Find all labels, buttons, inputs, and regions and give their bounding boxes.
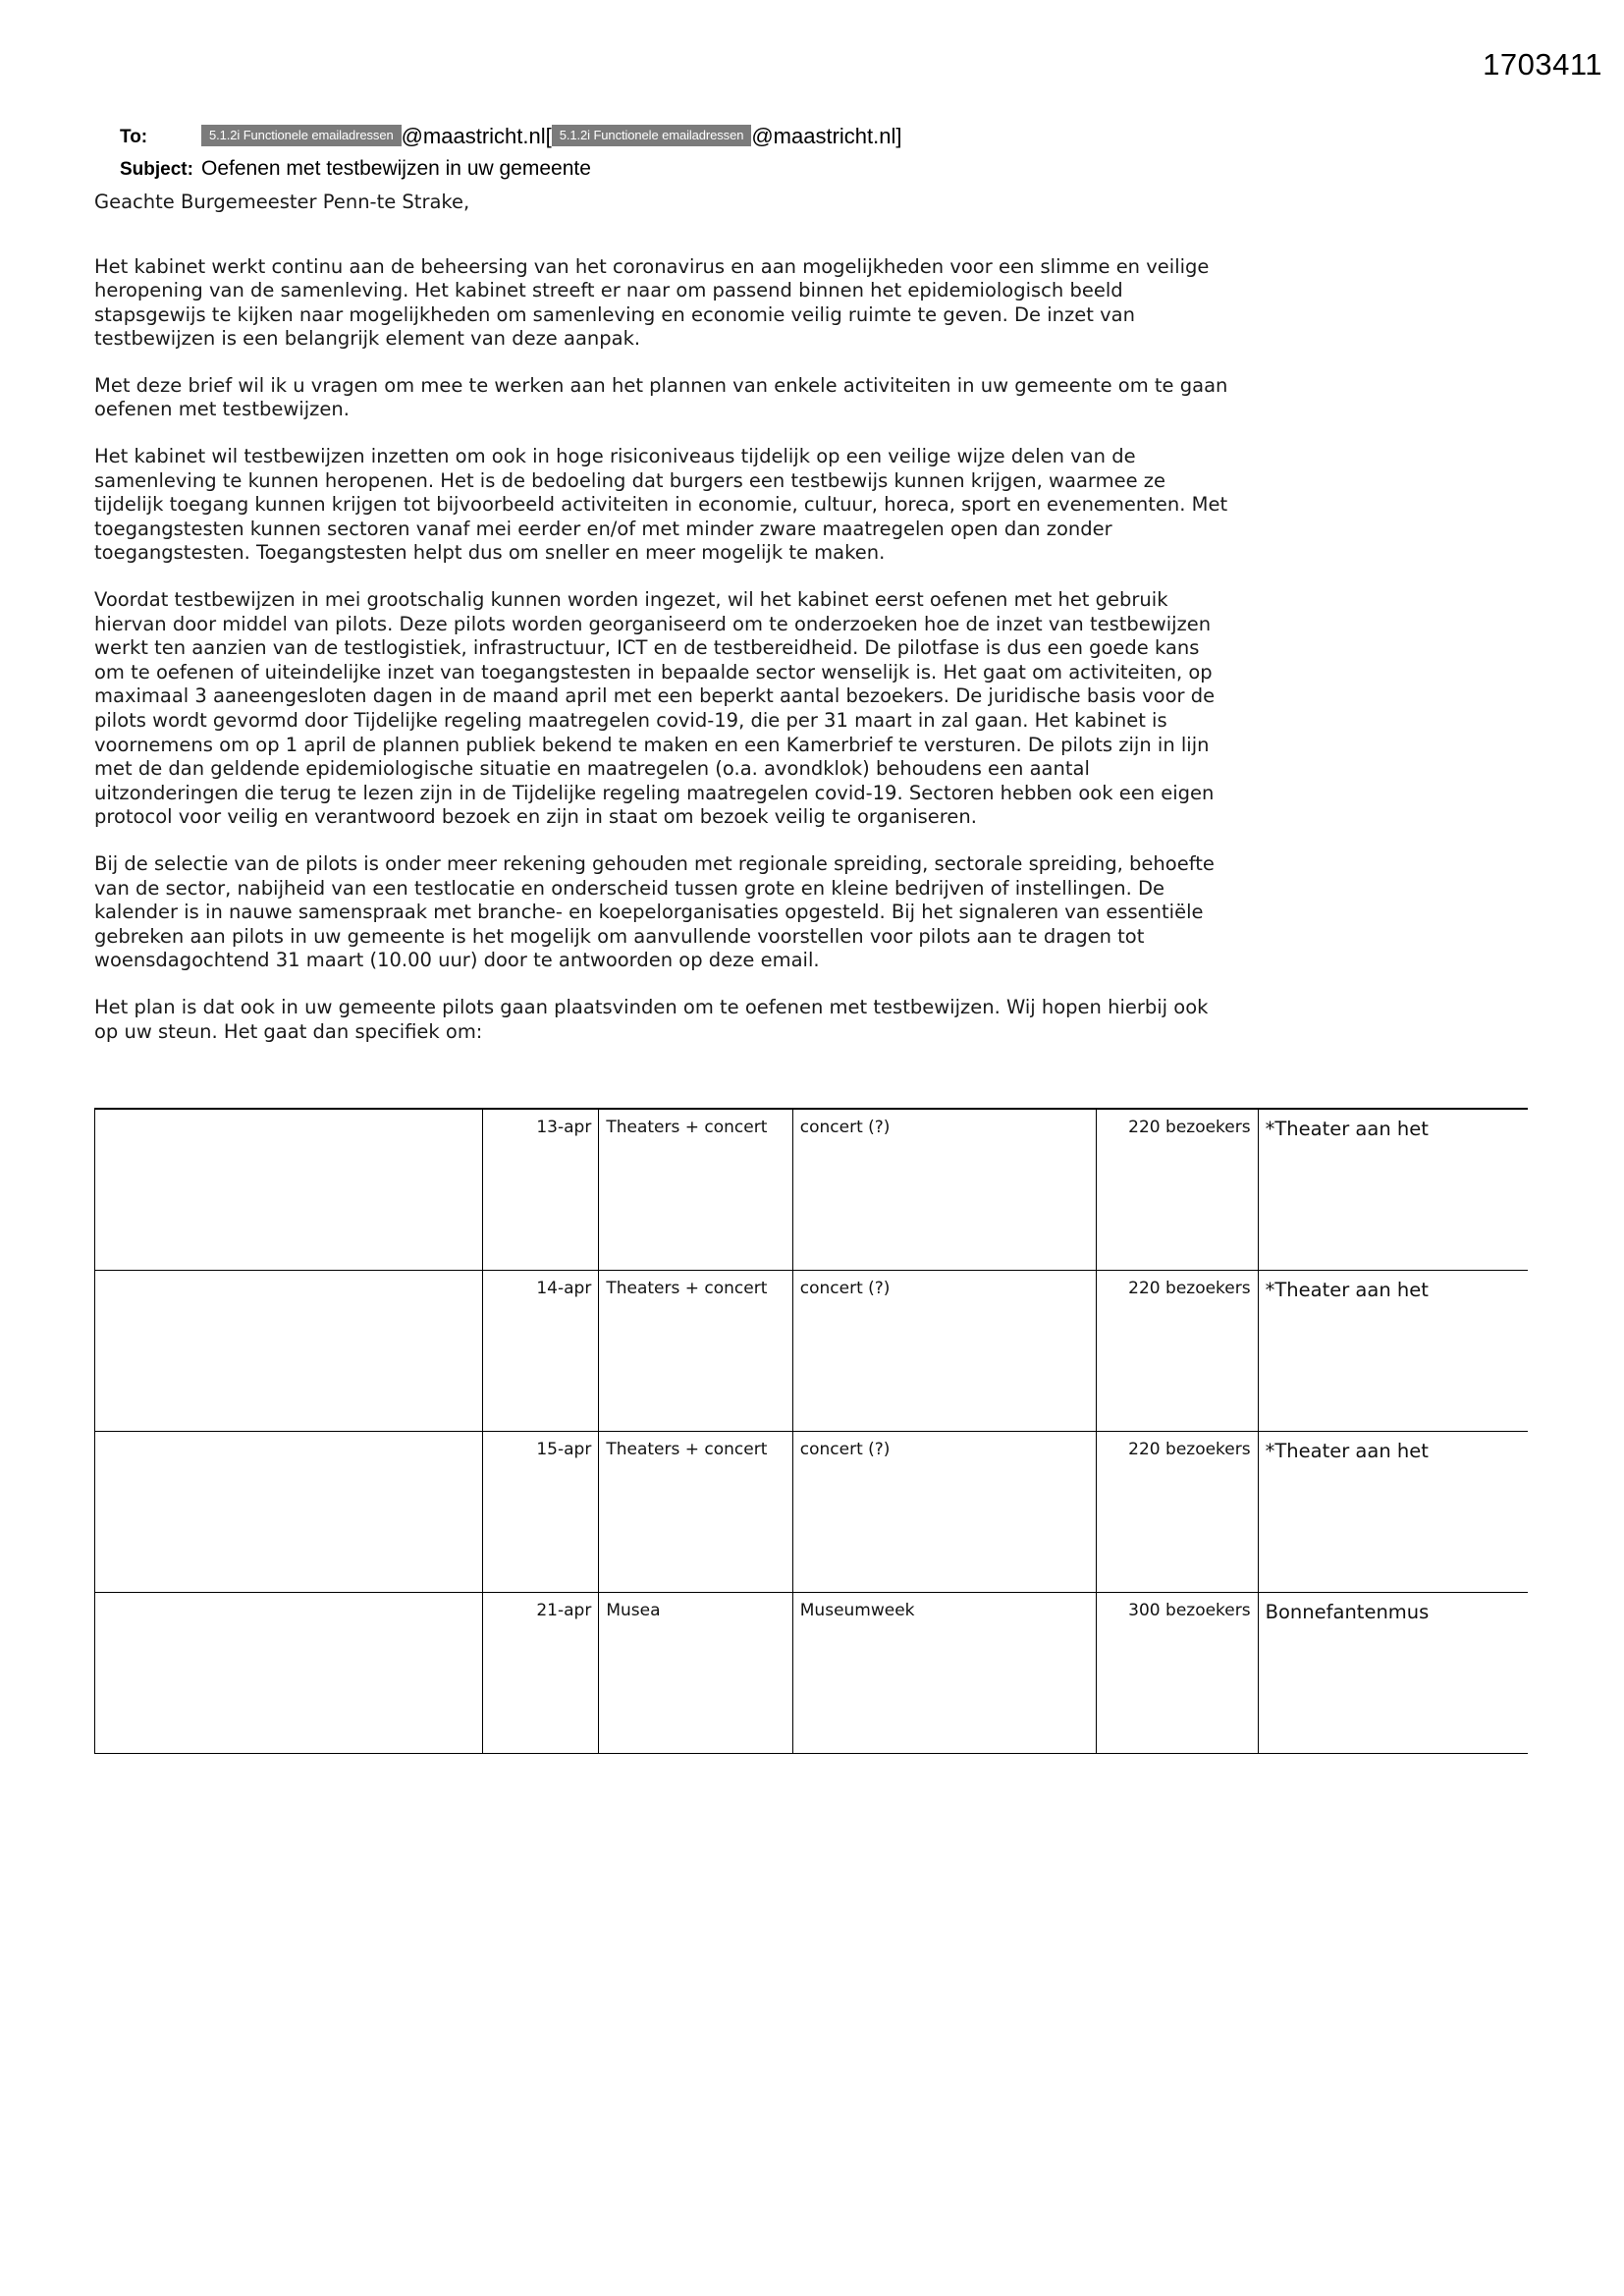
cell-visitors: 220 bezoekers <box>1097 1270 1259 1431</box>
paragraph-1: Het kabinet werkt continu aan de beheersing van het coronavirus en aan mogelijkheden voor een slimme en veilige heropening van de samenleving. Het kabinet streeft er naar om passend binnen het epidemiologisch beeld stapsgewijs te kijken naar mogelijkheden om samenleving en economie veilig ruimte te geven. De inzet van testbewijzen is een belangrijk element van deze aanpak. <box>94 254 1210 351</box>
cell-sector: Theaters + concert <box>599 1109 792 1270</box>
cell-activity: Museumweek <box>792 1592 1096 1753</box>
table-row <box>95 1431 1529 1592</box>
email-subject-row <box>120 156 1494 179</box>
cell-activity: concert (?) <box>792 1109 1096 1270</box>
salutation: Geachte Burgemeester Penn-te Strake, <box>94 191 470 213</box>
paragraph-5: Bij de selectie van de pilots is onder meer rekening gehouden met regionale spreiding, sectorale spreiding, behoefte van de sector, nabijheid van een testlocatie en onderscheid tussen grote en kleine bedrijven of instellingen. De kalender is in nauwe samenspraak met branche- en koepelorganisaties opgesteld. Bij het signaleren van essentiële gebreken aan pilots in uw gemeente is het mogelijk om aanvullende voorstellen voor pilots aan te dragen tot woensdagochtend 31 maart (10.00 uur) door te antwoorden op deze email. <box>94 851 1215 972</box>
bates-number: 1703411 <box>1483 47 1602 82</box>
to-label: To: <box>120 127 148 147</box>
redaction-badge-1: 5.1.2i Functionele emailadressen <box>201 125 402 146</box>
cell-venue: *Theater aan het <box>1258 1109 1528 1270</box>
cell-sector: Theaters + concert <box>599 1431 792 1592</box>
email-header <box>120 124 1494 179</box>
cell-blank <box>95 1109 483 1270</box>
cell-visitors: 220 bezoekers <box>1097 1431 1259 1592</box>
cell-venue: *Theater aan het <box>1258 1431 1528 1592</box>
subject-label: Subject: <box>120 159 193 180</box>
cell-sector: Theaters + concert <box>599 1270 792 1431</box>
cell-activity: concert (?) <box>792 1270 1096 1431</box>
cell-date: 15-apr <box>482 1431 598 1592</box>
table-row <box>95 1109 1529 1270</box>
email-to-row <box>120 124 1494 147</box>
redaction-badge-2: 5.1.2i Functionele emailadressen <box>552 125 752 146</box>
cell-date: 21-apr <box>482 1592 598 1753</box>
to-domain-1: @maastricht.nl[ <box>401 124 552 148</box>
table-row <box>95 1270 1529 1431</box>
paragraph-6: Het plan is dat ook in uw gemeente pilots gaan plaatsvinden om te oefenen met testbewijzen. Wij hopen hierbij ook op uw steun. Het gaat dan specifiek om: <box>94 995 1209 1043</box>
to-value <box>201 124 902 147</box>
table-row <box>95 1592 1529 1753</box>
schedule-table <box>94 1108 1528 1754</box>
cell-blank <box>95 1592 483 1753</box>
cell-blank <box>95 1431 483 1592</box>
cell-venue: Bonnefantenmus <box>1258 1592 1528 1753</box>
paragraph-2: Met deze brief wil ik u vragen om mee te werken aan het plannen van enkele activiteiten in uw gemeente om te gaan oefenen met testbewijzen. <box>94 373 1228 421</box>
cell-activity: concert (?) <box>792 1431 1096 1592</box>
cell-date: 14-apr <box>482 1270 598 1431</box>
paragraph-4: Voordat testbewijzen in mei grootschalig kunnen worden ingezet, wil het kabinet eerst oefenen met het gebruik hiervan door middel van pilots. Deze pilots worden georganiseerd om te onderzoeken hoe de inzet van testbewijzen werkt ten aanzien van de testlogistiek, infrastructuur, ICT en de testbereidheid. De pilotfase is dus een goede kans om te oefenen of uiteindelijke inzet van toegangstesten in bepaalde sector wenselijk is. Het gaat om activiteiten, op maximaal 3 aaneengesloten dagen in de maand april met een beperkt aantal bezoekers. De juridische basis voor de pilots wordt gevormd door Tijdelijke regeling maatregelen covid-19, die per 31 maart in zal gaan. Het kabinet is voornemens om op 1 april de plannen publiek bekend te maken en een Kamerbrief te versturen. De pilots zijn in lijn met de dan geldende epidemiologische situatie en maatregelen (o.a. avondklok) behoudens een aantal uitzonderingen die terug te lezen zijn in de Tijdelijke regeling maatregelen covid-19. Sectoren hebben ook een eigen protocol voor veilig en verantwoord bezoek en zijn in staat om bezoek veilig te organiseren. <box>94 588 1216 829</box>
cell-blank <box>95 1270 483 1431</box>
cell-visitors: 300 bezoekers <box>1097 1592 1259 1753</box>
letter-body <box>94 192 1233 1044</box>
paragraph-3: Het kabinet wil testbewijzen inzetten om ook in hoge risiconiveaus tijdelijk op een veilige wijze delen van de samenleving te kunnen heropenen. Het is de bedoeling dat burgers een testbewijs kunnen krijgen, waarmee ze tijdelijk toegang kunnen krijgen tot bijvoorbeeld activiteiten in economie, cultuur, horeca, sport en evenementen. Met toegangstesten kunnen sectoren vanaf mei eerder en/of met minder zware maatregelen open dan zonder toegangstesten. Toegangstesten helpt dus om sneller en meer mogelijk te maken. <box>94 445 1228 565</box>
cell-visitors: 220 bezoekers <box>1097 1109 1259 1270</box>
cell-date: 13-apr <box>482 1109 598 1270</box>
subject-value: Oefenen met testbewijzen in uw gemeente <box>201 157 591 180</box>
schedule-table-container <box>94 1108 1528 1921</box>
cell-venue: *Theater aan het <box>1258 1270 1528 1431</box>
cell-sector: Musea <box>599 1592 792 1753</box>
to-domain-2: @maastricht.nl] <box>751 124 902 148</box>
